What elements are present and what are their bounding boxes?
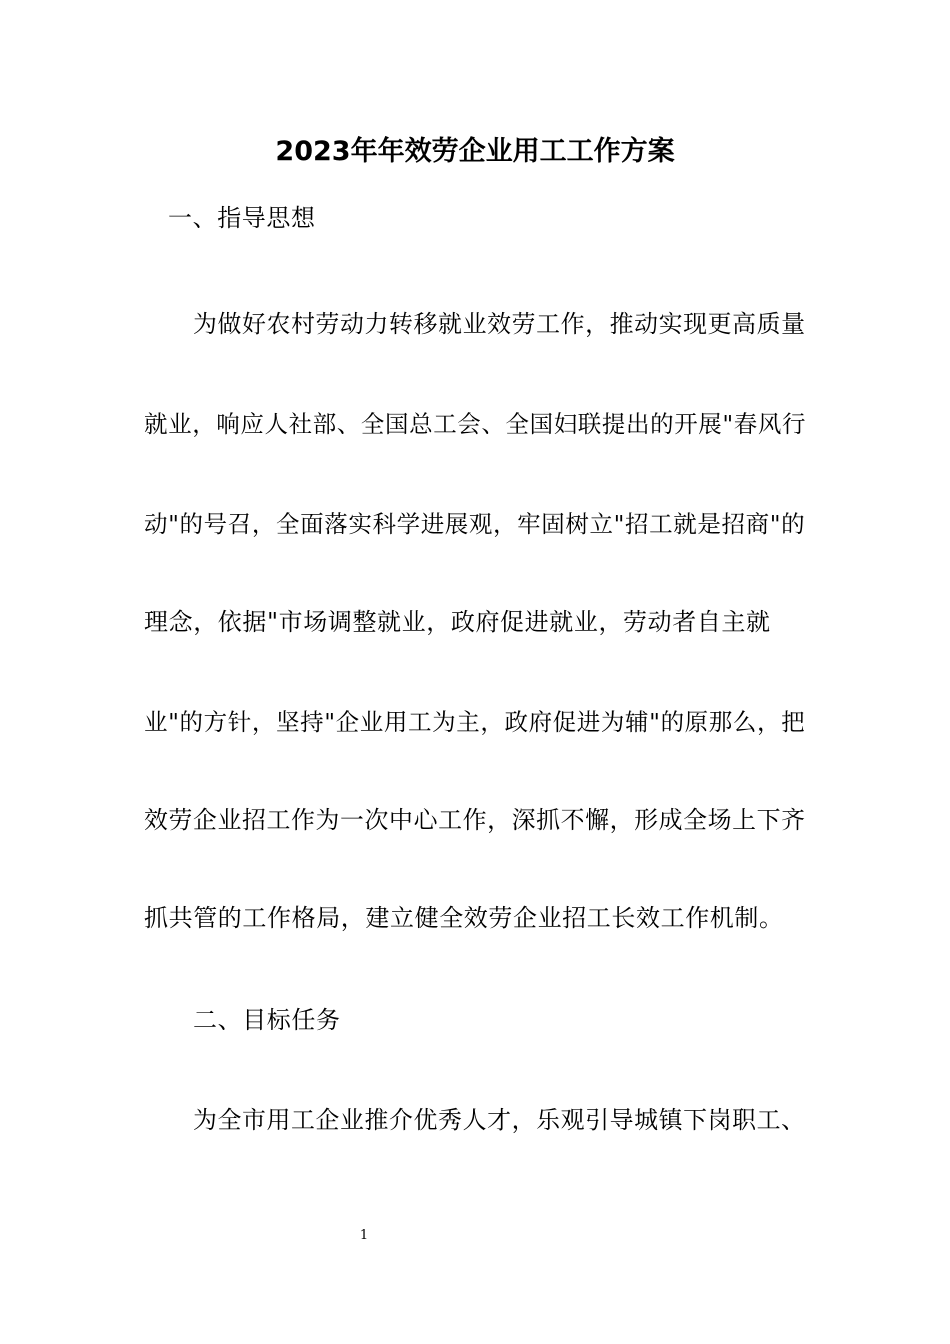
paragraph-line: 就业，响应人社部、全国总工会、全国妇联提出的开展"春风行 (144, 410, 807, 438)
paragraph-line: 效劳企业招工作为一次中心工作，深抓不懈，形成全场上下齐 (144, 806, 806, 834)
paragraph-line: 动"的号召，全面落实科学进展观，牢固树立"招工就是招商"的 (144, 510, 806, 538)
paragraph-line: 业"的方针，坚持"企业用工为主，政府促进为辅"的原那么，把 (144, 708, 806, 736)
section-heading-guiding-ideology: 一、指导思想 (168, 204, 316, 232)
paragraph-line: 理念，依据"市场调整就业，政府促进就业，劳动者自主就 (144, 608, 771, 636)
paragraph-line: 为做好农村劳动力转移就业效劳工作，推动实现更高质量 (193, 310, 806, 338)
page-number: 1 (359, 1228, 369, 1243)
paragraph-line: 抓共管的工作格局，建立健全效劳企业招工长效工作机制。 (144, 904, 784, 932)
document-title: 2023年年效劳企业用工工作方案 (275, 136, 675, 167)
section-heading-goals-tasks: 二、目标任务 (193, 1006, 341, 1034)
paragraph-line: 为全市用工企业推介优秀人才，乐观引导城镇下岗职工、 (193, 1106, 806, 1134)
